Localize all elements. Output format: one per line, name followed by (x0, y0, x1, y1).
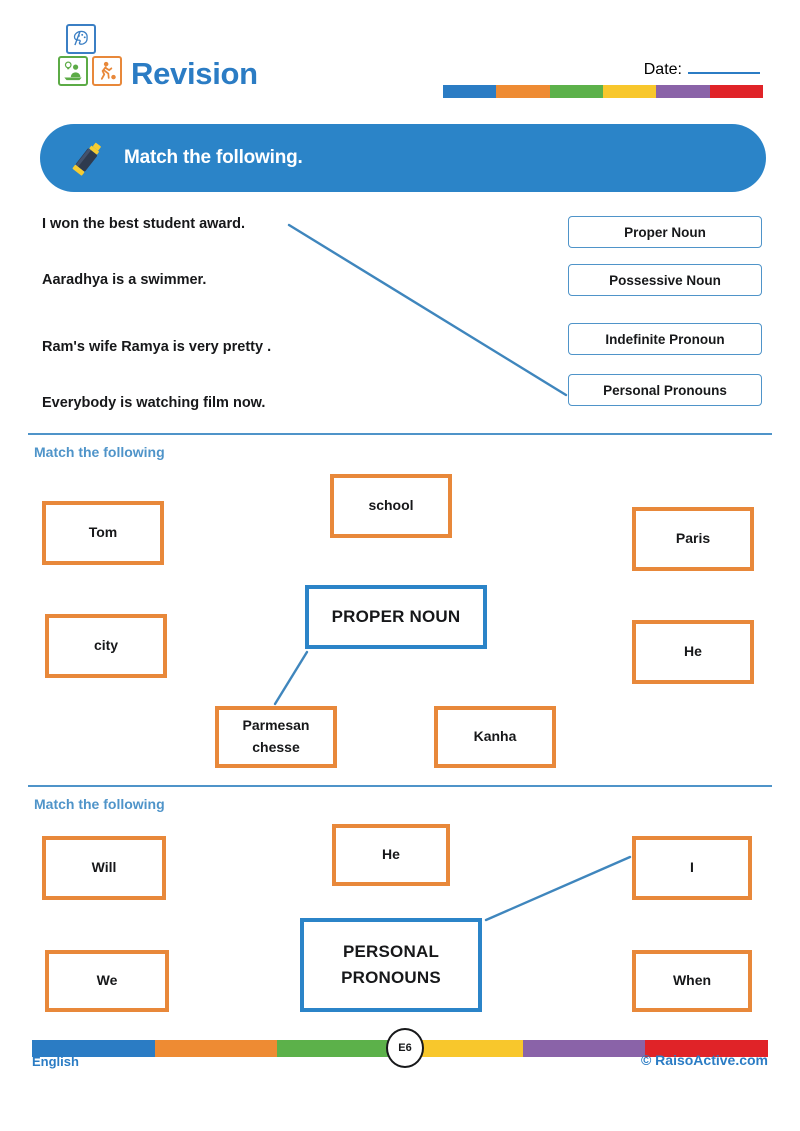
connector-line-propernoun-to-parmesan (275, 652, 307, 704)
section3-heading: Match the following (34, 796, 165, 812)
sentence-item: Aaradhya is a swimmer. (42, 272, 207, 288)
word-box[interactable]: He (332, 824, 450, 886)
page-header (0, 0, 800, 112)
footer-colorbar-segment-3 (277, 1040, 400, 1057)
instruction-banner (40, 124, 766, 192)
footer-copyright: © RaisoActive.com (640, 1052, 768, 1068)
footer-subject-label: English (32, 1054, 79, 1069)
sentence-item: Ram's wife Ramya is very pretty . (42, 339, 272, 355)
colorbar-segment-6 (710, 85, 763, 98)
word-box[interactable]: We (45, 950, 169, 1012)
sports-icon (92, 56, 122, 86)
option-box[interactable]: Proper Noun (568, 216, 762, 248)
banner-label: Match the following. (124, 147, 303, 168)
date-field[interactable] (644, 61, 760, 79)
section-sentence-matching (0, 200, 800, 428)
word-box[interactable]: Parmesan chesse (215, 706, 337, 768)
word-box[interactable]: Paris (632, 507, 754, 571)
word-box[interactable]: When (632, 950, 752, 1012)
header-colorbar (443, 85, 763, 98)
sentence-item: I won the best student award. (42, 216, 246, 232)
colorbar-segment-2 (496, 85, 549, 98)
word-box[interactable]: He (632, 620, 754, 684)
colorbar-segment-5 (656, 85, 709, 98)
category-box-line-1: PERSONAL (342, 941, 440, 961)
teacher-icon (58, 56, 88, 86)
date-label: Date: (643, 61, 682, 78)
section2-heading: Match the following (34, 444, 165, 460)
section-divider (28, 785, 772, 787)
word-box[interactable]: school (330, 474, 452, 538)
colorbar-segment-4 (603, 85, 656, 98)
date-blank-line[interactable] (688, 61, 760, 74)
category-box-personal-pronouns[interactable] (300, 918, 482, 1012)
footer-colorbar-segment-2 (155, 1040, 278, 1057)
sentence-item: Everybody is watching film now. (42, 395, 266, 411)
option-box[interactable]: Personal Pronouns (568, 374, 762, 406)
word-box[interactable]: Tom (42, 501, 164, 565)
colorbar-segment-1 (443, 85, 496, 98)
word-box[interactable]: I (632, 836, 752, 900)
footer-colorbar-segment-5 (523, 1040, 646, 1057)
connector-line-personalpronouns-to-i (486, 857, 630, 920)
word-box[interactable]: Kanha (434, 706, 556, 768)
section-divider (28, 433, 772, 435)
word-box[interactable]: Will (42, 836, 166, 900)
connector-line-award-to-personal-pronouns (289, 225, 566, 395)
category-box-proper-noun[interactable]: PROPER NOUN (305, 585, 487, 649)
option-box[interactable]: Possessive Noun (568, 264, 762, 296)
word-box[interactable]: city (45, 614, 167, 678)
page-number-badge: E6 (386, 1028, 424, 1068)
option-box[interactable]: Indefinite Pronoun (568, 323, 762, 355)
colorbar-segment-3 (550, 85, 603, 98)
marker-pen-icon (66, 136, 110, 180)
page-title: Revision (131, 56, 258, 91)
art-palette-icon (66, 24, 96, 54)
category-box-line-2: PRONOUNS (341, 968, 441, 987)
